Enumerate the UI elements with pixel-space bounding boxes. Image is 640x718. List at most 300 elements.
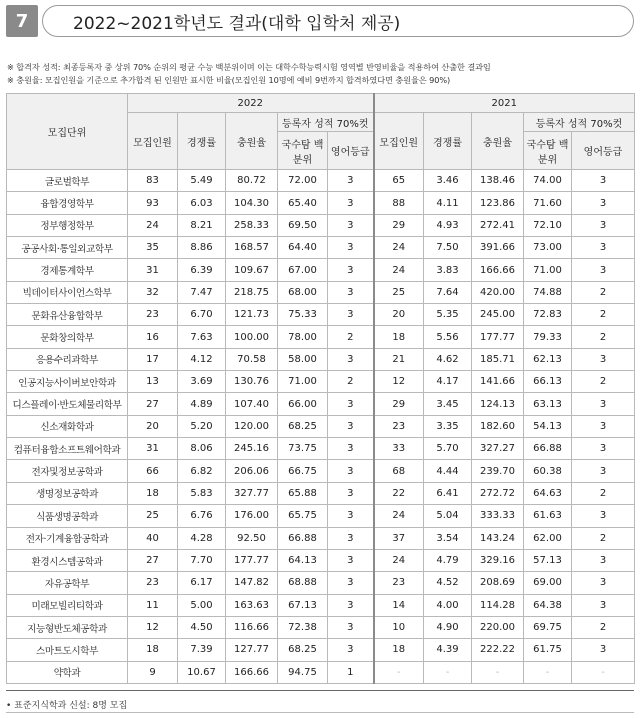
cell-a: 32: [128, 281, 178, 303]
cell-e: 3: [328, 460, 374, 482]
cell-g: 4.44: [424, 460, 472, 482]
cell-h: 329.16: [472, 549, 524, 571]
cell-d: 72.38: [278, 616, 328, 638]
cell-j: 2: [572, 281, 635, 303]
cell-a: 9: [128, 661, 178, 683]
cell-b: 6.82: [178, 460, 226, 482]
cell-g: 6.41: [424, 482, 472, 504]
cell-g: 4.79: [424, 549, 472, 571]
cell-g: 4.93: [424, 214, 472, 236]
cell-f: 24: [374, 237, 424, 259]
cell-unit: 생명정보공학과: [7, 482, 128, 504]
cell-j: -: [572, 661, 635, 683]
cell-f: 37: [374, 527, 424, 549]
cell-g: 7.50: [424, 237, 472, 259]
table-row: [7, 281, 635, 303]
cell-i: 64.63: [524, 482, 572, 504]
cell-g: 4.52: [424, 572, 472, 594]
cell-unit: 자유공학부: [7, 572, 128, 594]
cell-c: 92.50: [226, 527, 278, 549]
cell-i: 57.13: [524, 549, 572, 571]
cell-f: 24: [374, 505, 424, 527]
cell-c: 147.82: [226, 572, 278, 594]
cell-unit: 디스플레이·반도체물리학부: [7, 393, 128, 415]
cell-c: 218.75: [226, 281, 278, 303]
cell-g: 3.35: [424, 415, 472, 437]
cell-i: 64.38: [524, 594, 572, 616]
cell-d: 68.00: [278, 281, 328, 303]
cell-h: 138.46: [472, 170, 524, 192]
cell-c: 130.76: [226, 371, 278, 393]
cell-a: 18: [128, 482, 178, 504]
cell-c: 206.06: [226, 460, 278, 482]
cell-i: 71.00: [524, 259, 572, 281]
cell-e: 3: [328, 505, 374, 527]
cell-c: 121.73: [226, 304, 278, 326]
cell-j: 3: [572, 170, 635, 192]
table-body: [7, 170, 635, 684]
cell-h: 333.33: [472, 505, 524, 527]
cell-c: 127.77: [226, 639, 278, 661]
cell-unit: 식품생명공학과: [7, 505, 128, 527]
cell-c: 168.57: [226, 237, 278, 259]
cell-a: 66: [128, 460, 178, 482]
cell-a: 23: [128, 304, 178, 326]
col-header-cut: 등록자 성적 70%컷: [278, 113, 374, 132]
cell-g: 4.11: [424, 192, 472, 214]
note-line: ※ 충원율: 모집인원을 기준으로 추가합격 된 인원만 표시한 비율(모집인원 10명에 예비 9번까지 합격하였다면 충원율은 90%): [7, 75, 451, 85]
cell-i: 66.13: [524, 371, 572, 393]
cell-d: 71.00: [278, 371, 328, 393]
cell-j: 2: [572, 304, 635, 326]
cell-a: 27: [128, 393, 178, 415]
cell-unit: 컴퓨터융합소프트웨어학과: [7, 438, 128, 460]
cell-f: 23: [374, 572, 424, 594]
cell-d: 66.75: [278, 460, 328, 482]
cell-c: 327.77: [226, 482, 278, 504]
cell-unit: 전자·기계융합공학과: [7, 527, 128, 549]
cell-d: 65.88: [278, 482, 328, 504]
cell-f: 12: [374, 371, 424, 393]
cell-f: 18: [374, 639, 424, 661]
cell-j: 3: [572, 415, 635, 437]
cell-e: 3: [328, 616, 374, 638]
cell-c: 166.66: [226, 661, 278, 683]
cell-j: 2: [572, 482, 635, 504]
cell-a: 16: [128, 326, 178, 348]
cell-e: 3: [328, 259, 374, 281]
table-row: [7, 639, 635, 661]
footnote: • 표준지식학과 신설: 8명 모집: [6, 690, 634, 711]
cell-a: 12: [128, 616, 178, 638]
table-row: [7, 237, 635, 259]
cell-b: 6.03: [178, 192, 226, 214]
cell-b: 8.21: [178, 214, 226, 236]
cell-d: 68.88: [278, 572, 328, 594]
cell-i: 54.13: [524, 415, 572, 437]
cell-e: 1: [328, 661, 374, 683]
cell-b: 8.86: [178, 237, 226, 259]
cell-e: 3: [328, 549, 374, 571]
col-header-fill: 충원율: [472, 113, 524, 170]
cell-d: 94.75: [278, 661, 328, 683]
cell-i: 74.00: [524, 170, 572, 192]
cell-h: 141.66: [472, 371, 524, 393]
cell-e: 3: [328, 192, 374, 214]
col-header-kst: 국수탐 백분위: [524, 132, 572, 170]
table-row: [7, 393, 635, 415]
cell-e: 3: [328, 214, 374, 236]
cell-g: 3.54: [424, 527, 472, 549]
cell-g: 3.83: [424, 259, 472, 281]
cell-e: 3: [328, 639, 374, 661]
cell-d: 67.00: [278, 259, 328, 281]
cell-b: 6.17: [178, 572, 226, 594]
cell-b: 4.12: [178, 348, 226, 370]
cell-d: 67.13: [278, 594, 328, 616]
cell-h: 391.66: [472, 237, 524, 259]
cell-g: 5.70: [424, 438, 472, 460]
cell-g: 5.56: [424, 326, 472, 348]
cell-e: 3: [328, 527, 374, 549]
table-row: [7, 616, 635, 638]
cell-e: 3: [328, 393, 374, 415]
cell-j: 3: [572, 237, 635, 259]
cell-b: 6.76: [178, 505, 226, 527]
cell-h: 143.24: [472, 527, 524, 549]
cell-g: 5.35: [424, 304, 472, 326]
col-header-fill: 충원율: [226, 113, 278, 170]
cell-f: 20: [374, 304, 424, 326]
table-row: [7, 438, 635, 460]
cell-f: 18: [374, 326, 424, 348]
cell-h: 124.13: [472, 393, 524, 415]
cell-f: 25: [374, 281, 424, 303]
cell-f: 23: [374, 415, 424, 437]
table-row: [7, 192, 635, 214]
cell-e: 3: [328, 304, 374, 326]
cell-h: 222.22: [472, 639, 524, 661]
cell-a: 31: [128, 259, 178, 281]
cell-d: 65.40: [278, 192, 328, 214]
col-header-eng: 영어등급: [572, 132, 635, 170]
cell-f: 33: [374, 438, 424, 460]
cell-a: 40: [128, 527, 178, 549]
cell-g: 7.64: [424, 281, 472, 303]
cell-a: 31: [128, 438, 178, 460]
cell-f: 14: [374, 594, 424, 616]
cell-j: 3: [572, 214, 635, 236]
cell-c: 104.30: [226, 192, 278, 214]
cell-b: 5.20: [178, 415, 226, 437]
col-header-quota: 모집인원: [128, 113, 178, 170]
cell-unit: 빅데이터사이언스학부: [7, 281, 128, 303]
cell-a: 27: [128, 549, 178, 571]
cell-f: 88: [374, 192, 424, 214]
cell-d: 72.00: [278, 170, 328, 192]
cell-unit: 환경시스템공학과: [7, 549, 128, 571]
cell-unit: 스마트도시학부: [7, 639, 128, 661]
cell-c: 116.66: [226, 616, 278, 638]
col-header-quota: 모집인원: [374, 113, 424, 170]
cell-i: 66.88: [524, 438, 572, 460]
cell-e: 3: [328, 281, 374, 303]
cell-h: 327.27: [472, 438, 524, 460]
cell-d: 64.40: [278, 237, 328, 259]
col-header-ratio: 경쟁률: [178, 113, 226, 170]
cell-j: 3: [572, 192, 635, 214]
cell-g: 4.90: [424, 616, 472, 638]
cell-unit: 글로벌학부: [7, 170, 128, 192]
cell-g: 4.17: [424, 371, 472, 393]
cell-b: 10.67: [178, 661, 226, 683]
cell-j: 2: [572, 371, 635, 393]
section-title: 2022~2021학년도 결과(대학 입학처 제공): [73, 13, 401, 34]
cell-a: 83: [128, 170, 178, 192]
cell-h: 166.66: [472, 259, 524, 281]
cell-h: 114.28: [472, 594, 524, 616]
cell-unit: 신소재화학과: [7, 415, 128, 437]
cell-e: 3: [328, 237, 374, 259]
cell-i: 60.38: [524, 460, 572, 482]
cell-b: 8.06: [178, 438, 226, 460]
cell-unit: 융합경영학부: [7, 192, 128, 214]
table-row: [7, 170, 635, 192]
cell-i: 72.83: [524, 304, 572, 326]
table-row: [7, 326, 635, 348]
cell-h: 420.00: [472, 281, 524, 303]
table-row: [7, 549, 635, 571]
section-number: 7: [6, 5, 38, 37]
cell-c: 245.16: [226, 438, 278, 460]
cell-i: 71.60: [524, 192, 572, 214]
cell-h: 208.69: [472, 572, 524, 594]
cell-h: 239.70: [472, 460, 524, 482]
table-row: [7, 482, 635, 504]
cell-h: 245.00: [472, 304, 524, 326]
cell-c: 258.33: [226, 214, 278, 236]
cell-g: 3.46: [424, 170, 472, 192]
cell-i: 61.75: [524, 639, 572, 661]
cell-a: 35: [128, 237, 178, 259]
cell-j: 3: [572, 505, 635, 527]
cell-e: 3: [328, 170, 374, 192]
cell-unit: 경제통계학부: [7, 259, 128, 281]
cell-i: 79.33: [524, 326, 572, 348]
cell-a: 20: [128, 415, 178, 437]
cell-i: 62.00: [524, 527, 572, 549]
cell-c: 176.00: [226, 505, 278, 527]
cell-c: 163.63: [226, 594, 278, 616]
cell-e: 3: [328, 438, 374, 460]
cell-unit: 문화유산융합학부: [7, 304, 128, 326]
cell-d: 68.25: [278, 639, 328, 661]
cell-a: 13: [128, 371, 178, 393]
cell-d: 58.00: [278, 348, 328, 370]
cell-d: 78.00: [278, 326, 328, 348]
cell-b: 4.89: [178, 393, 226, 415]
cell-i: 62.13: [524, 348, 572, 370]
cell-a: 93: [128, 192, 178, 214]
cell-d: 66.88: [278, 527, 328, 549]
table-row: [7, 304, 635, 326]
cell-i: 61.63: [524, 505, 572, 527]
cell-a: 18: [128, 639, 178, 661]
col-header-cut: 등록자 성적 70%컷: [524, 113, 635, 132]
cell-f: 29: [374, 214, 424, 236]
cell-f: 24: [374, 549, 424, 571]
cell-unit: 인공지능사이버보안학과: [7, 371, 128, 393]
cell-c: 120.00: [226, 415, 278, 437]
cell-b: 4.50: [178, 616, 226, 638]
cell-b: 7.63: [178, 326, 226, 348]
cell-f: 65: [374, 170, 424, 192]
cell-h: 185.71: [472, 348, 524, 370]
cell-j: 3: [572, 572, 635, 594]
cell-i: 73.00: [524, 237, 572, 259]
cell-j: 2: [572, 527, 635, 549]
cell-i: 74.88: [524, 281, 572, 303]
col-header-eng: 영어등급: [328, 132, 374, 170]
table-row: [7, 415, 635, 437]
cell-b: 6.39: [178, 259, 226, 281]
cell-b: 7.39: [178, 639, 226, 661]
results-table: [6, 93, 635, 684]
cell-unit: 응용수리과학부: [7, 348, 128, 370]
cell-b: 7.70: [178, 549, 226, 571]
cell-j: 3: [572, 348, 635, 370]
table-row: [7, 371, 635, 393]
cell-g: -: [424, 661, 472, 683]
cell-c: 177.77: [226, 549, 278, 571]
cell-b: 5.00: [178, 594, 226, 616]
cell-unit: 문화창의학부: [7, 326, 128, 348]
cell-a: 17: [128, 348, 178, 370]
cell-b: 6.70: [178, 304, 226, 326]
cell-d: 68.25: [278, 415, 328, 437]
cell-unit: 전자및정보공학과: [7, 460, 128, 482]
cell-j: 3: [572, 460, 635, 482]
cell-unit: 공공사회·통일외교학부: [7, 237, 128, 259]
cell-j: 2: [572, 616, 635, 638]
cell-f: 24: [374, 259, 424, 281]
cell-a: 11: [128, 594, 178, 616]
cell-e: 3: [328, 348, 374, 370]
cell-i: -: [524, 661, 572, 683]
cell-unit: 지능형반도체공학과: [7, 616, 128, 638]
col-header-kst: 국수탐 백분위: [278, 132, 328, 170]
table-row: [7, 572, 635, 594]
cell-g: 4.62: [424, 348, 472, 370]
cell-e: 2: [328, 371, 374, 393]
cell-b: 5.49: [178, 170, 226, 192]
cell-f: 21: [374, 348, 424, 370]
cell-h: 123.86: [472, 192, 524, 214]
table-row: [7, 505, 635, 527]
cell-c: 109.67: [226, 259, 278, 281]
section-title-box: [42, 5, 634, 37]
cell-g: 3.45: [424, 393, 472, 415]
cell-f: 29: [374, 393, 424, 415]
col-header-ratio: 경쟁률: [424, 113, 472, 170]
col-header-unit: 모집단위: [7, 94, 128, 170]
table-row: [7, 460, 635, 482]
cell-f: 10: [374, 616, 424, 638]
cell-j: 3: [572, 393, 635, 415]
cell-f: 68: [374, 460, 424, 482]
table-row: [7, 661, 635, 683]
table-row: [7, 527, 635, 549]
cell-e: 3: [328, 594, 374, 616]
table-row: [7, 594, 635, 616]
table-row: [7, 214, 635, 236]
cell-unit: 약학과: [7, 661, 128, 683]
cell-d: 64.13: [278, 549, 328, 571]
cell-d: 69.50: [278, 214, 328, 236]
cell-h: 182.60: [472, 415, 524, 437]
year-header-2022: 2022: [128, 94, 374, 113]
cell-d: 73.75: [278, 438, 328, 460]
cell-h: 220.00: [472, 616, 524, 638]
cell-j: 3: [572, 594, 635, 616]
cell-b: 4.28: [178, 527, 226, 549]
cell-g: 4.39: [424, 639, 472, 661]
cell-e: 3: [328, 415, 374, 437]
cell-e: 2: [328, 326, 374, 348]
cell-b: 5.83: [178, 482, 226, 504]
cell-c: 80.72: [226, 170, 278, 192]
cell-e: 3: [328, 482, 374, 504]
cell-j: 2: [572, 326, 635, 348]
cell-a: 24: [128, 214, 178, 236]
cell-unit: 정부행정학부: [7, 214, 128, 236]
cell-c: 70.58: [226, 348, 278, 370]
cell-d: 75.33: [278, 304, 328, 326]
cell-a: 23: [128, 572, 178, 594]
table-row: [7, 259, 635, 281]
notes: [7, 61, 635, 87]
cell-unit: 미래모빌리티학과: [7, 594, 128, 616]
section-header: [6, 5, 634, 39]
cell-f: -: [374, 661, 424, 683]
cell-e: 3: [328, 572, 374, 594]
cell-c: 107.40: [226, 393, 278, 415]
cell-j: 3: [572, 549, 635, 571]
cell-h: -: [472, 661, 524, 683]
cell-d: 66.00: [278, 393, 328, 415]
footnote-divider: [6, 712, 634, 713]
cell-i: 69.75: [524, 616, 572, 638]
cell-h: 177.77: [472, 326, 524, 348]
cell-i: 69.00: [524, 572, 572, 594]
cell-a: 25: [128, 505, 178, 527]
cell-g: 4.00: [424, 594, 472, 616]
table-row: [7, 348, 635, 370]
year-header-2021: 2021: [374, 94, 635, 113]
note-line: ※ 합격자 성적: 최종등록자 중 상위 70% 순위의 평균 수능 백분위이며 이는 대학수학능력시험 영역별 반영비율을 적용하여 산출한 결과임: [7, 62, 491, 72]
cell-f: 22: [374, 482, 424, 504]
cell-c: 100.00: [226, 326, 278, 348]
cell-j: 3: [572, 639, 635, 661]
cell-i: 72.10: [524, 214, 572, 236]
cell-h: 272.72: [472, 482, 524, 504]
cell-b: 7.47: [178, 281, 226, 303]
cell-i: 63.13: [524, 393, 572, 415]
cell-b: 3.69: [178, 371, 226, 393]
cell-d: 65.75: [278, 505, 328, 527]
cell-h: 272.41: [472, 214, 524, 236]
cell-j: 3: [572, 438, 635, 460]
